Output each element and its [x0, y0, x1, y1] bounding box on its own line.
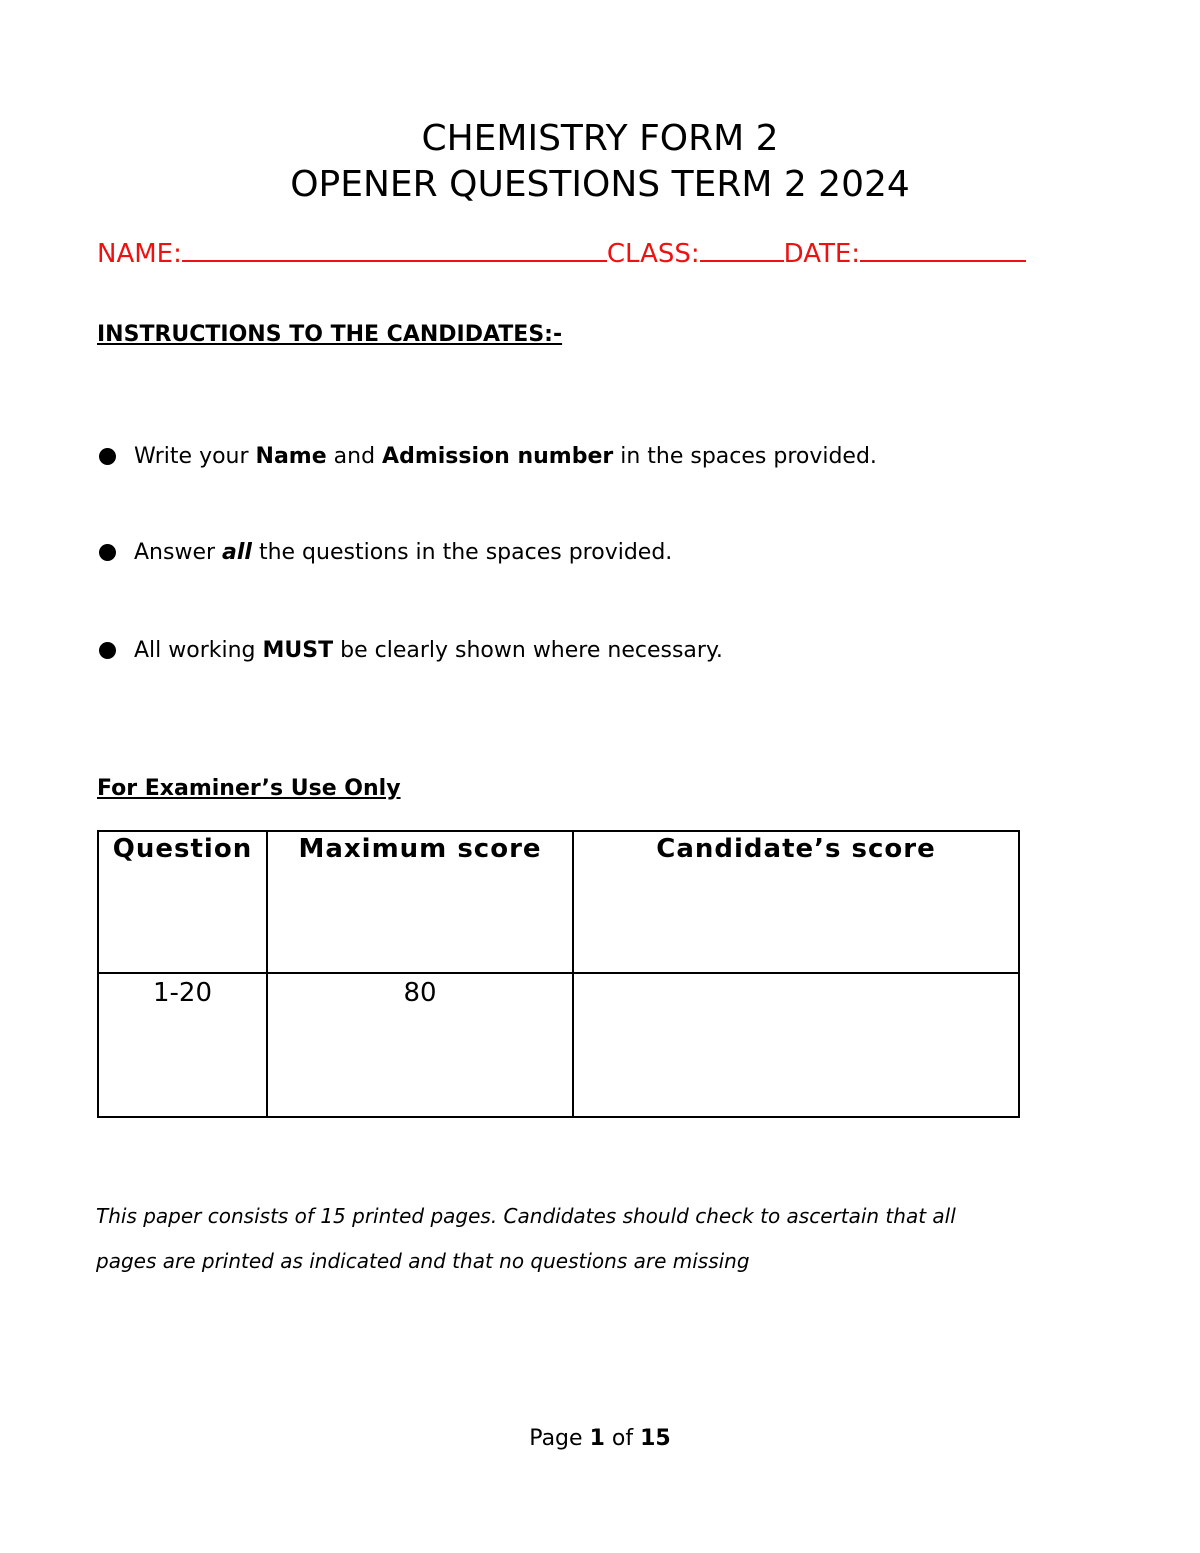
date-label: DATE: — [783, 239, 861, 269]
score-table — [97, 830, 1020, 1118]
date-field[interactable] — [860, 234, 1026, 262]
cell-maximum-score: 80 — [267, 973, 573, 1117]
bullet-icon — [99, 448, 116, 465]
instruction-item: Write your Name and Admission number in the spaces provided. — [97, 444, 877, 469]
cell-question: 1-20 — [98, 973, 267, 1117]
note-line-1: This paper consists of 15 printed pages. Candidates should check to ascertain that all — [96, 1204, 956, 1228]
table-row — [98, 973, 1019, 1117]
class-field[interactable] — [700, 234, 784, 262]
name-field[interactable] — [182, 234, 607, 262]
cell-candidate-score[interactable] — [573, 973, 1019, 1117]
title-line-1: CHEMISTRY FORM 2 — [421, 118, 779, 159]
note-line-2: pages are printed as indicated and that no questions are missing — [96, 1249, 750, 1273]
page-footer: Page 1 of 15 — [529, 1426, 671, 1451]
column-header-question: Question — [98, 831, 267, 973]
identity-fields — [97, 234, 1026, 271]
name-label: NAME: — [97, 239, 182, 269]
page-total: 15 — [640, 1426, 671, 1451]
examiner-heading: For Examiner’s Use Only — [97, 776, 401, 801]
bullet-icon — [99, 642, 116, 659]
instructions-heading: INSTRUCTIONS TO THE CANDIDATES:- — [97, 322, 563, 347]
instruction-item: All working MUST be clearly shown where necessary. — [97, 638, 723, 663]
table-header-row — [98, 831, 1019, 973]
instruction-item: Answer all the questions in the spaces provided. — [97, 540, 672, 565]
class-label: CLASS: — [606, 239, 700, 269]
column-header-maximum-score: Maximum score — [267, 831, 573, 973]
title-line-2: OPENER QUESTIONS TERM 2 2024 — [290, 164, 910, 205]
column-header-candidate-score: Candidate’s score — [573, 831, 1019, 973]
page-number: 1 — [589, 1426, 605, 1451]
bullet-icon — [99, 544, 116, 561]
